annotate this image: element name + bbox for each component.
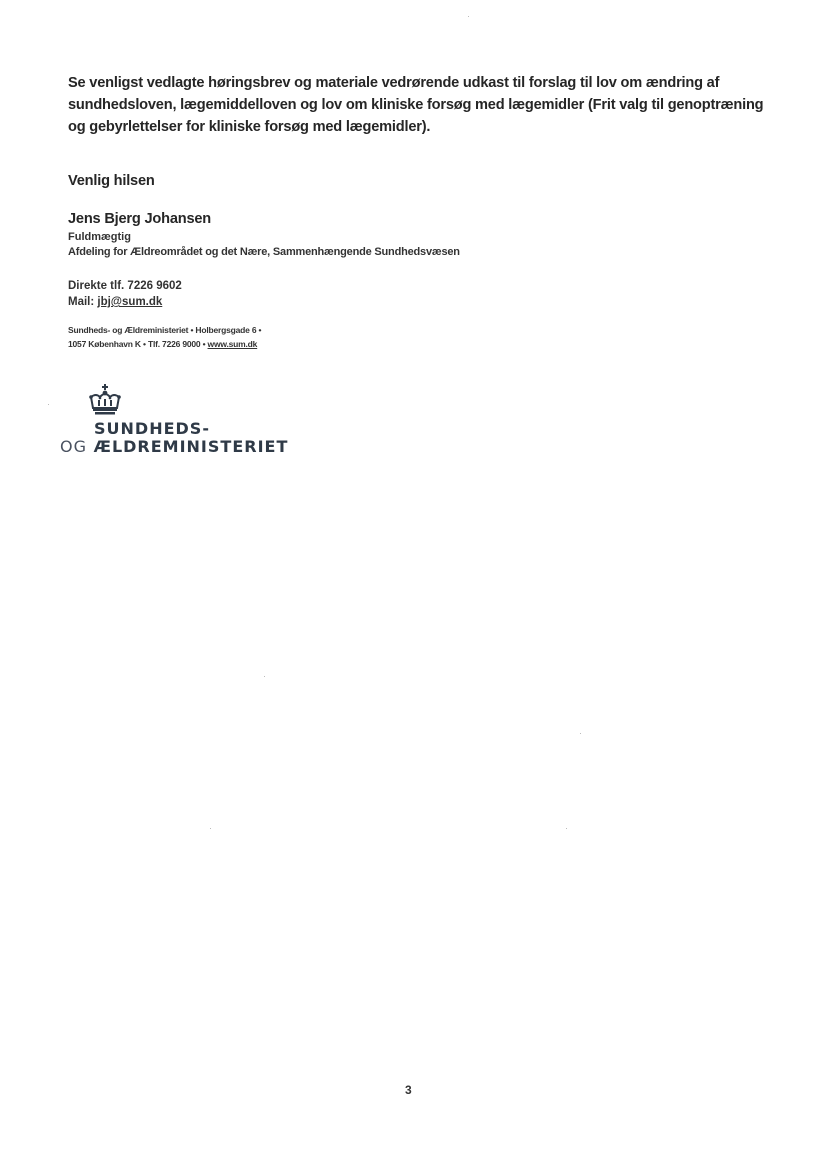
logo-og: OG [60,437,87,456]
intro-paragraph: Se venligst vedlagte høringsbrev og materiale vedrørende udkast til forslag til lov om ændring af sundhedsloven, lægemiddelloven og lov om kliniske forsøg med lægemidler (Frit valg til genoptræning og gebyrlettelser for kliniske forsøg med lægemidler). [68,75,764,135]
ministry-address [68,323,261,351]
crown-icon [88,384,122,416]
ministry-logo [60,384,300,454]
scan-speck [566,828,567,829]
address-line-1: Sundheds- og Ældreministeriet • Holbergsgade 6 • [68,325,262,335]
page-number: 3 [405,1083,412,1097]
scan-speck [48,404,49,405]
mail-line [68,294,182,310]
mail-label: Mail: [68,296,98,308]
signature-name: Jens Bjerg Johansen [68,211,211,227]
scan-speck [210,828,211,829]
logo-line-1: SUNDHEDS- [94,419,210,438]
contact-block [68,278,182,310]
scan-speck [580,733,581,734]
address-line-2 [68,337,261,351]
scan-speck [264,676,265,677]
address-line-2-prefix: 1057 København K • Tlf. 7226 9000 • [68,339,208,349]
scan-speck [468,16,469,17]
signature-department: Afdeling for Ældreområdet og det Nære, Sammenhængende Sundhedsvæsen [68,246,460,258]
signature-title: Fuldmægtig [68,231,131,243]
greeting: Venlig hilsen [68,173,155,189]
website-link[interactable]: www.sum.dk [207,339,258,349]
logo-ministry-name: ÆLDREMINISTERIET [93,437,289,456]
mail-link[interactable]: jbj@sum.dk [97,296,163,308]
logo-line-2 [60,437,288,456]
phone-line: Direkte tlf. 7226 9602 [68,280,182,292]
